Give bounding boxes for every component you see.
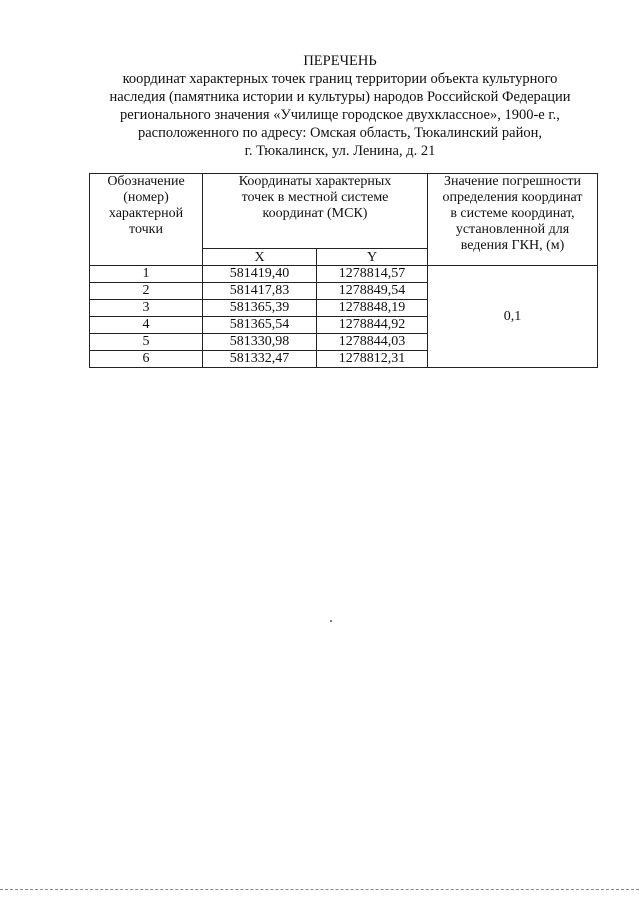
cell-point-number: 2 xyxy=(90,283,203,300)
cell-y: 1278812,31 xyxy=(317,351,428,368)
header-error-value: Значение погрешности определения координат в системе координат, установленной для ведения ГКН, (м) xyxy=(428,174,598,266)
cell-y: 1278844,03 xyxy=(317,334,428,351)
cell-x: 581365,39 xyxy=(203,300,317,317)
title-line: регионального значения «Училище городское двухклассное», 1900-е г., xyxy=(120,107,560,123)
header-y: Y xyxy=(317,249,428,266)
cell-x: 581330,98 xyxy=(203,334,317,351)
cell-y: 1278849,54 xyxy=(317,283,428,300)
cell-y: 1278848,19 xyxy=(317,300,428,317)
title-line: координат характерных точек границ территории объекта культурного xyxy=(122,71,558,87)
coordinates-table xyxy=(89,173,598,368)
document-title xyxy=(60,52,620,160)
table-row xyxy=(90,266,598,283)
title-line: расположенного по адресу: Омская область, Тюкалинский район, xyxy=(137,125,543,141)
cell-y: 1278844,92 xyxy=(317,317,428,334)
title-line: наследия (памятника истории и культуры) народов Российской Федерации xyxy=(109,89,571,105)
cell-point-number: 3 xyxy=(90,300,203,317)
cell-x: 581417,83 xyxy=(203,283,317,300)
scan-speck xyxy=(330,620,332,622)
title-line: г. Тюкалинск, ул. Ленина, д. 21 xyxy=(244,143,436,159)
cell-x: 581365,54 xyxy=(203,317,317,334)
header-coordinates: Координаты характерных точек в местной системе координат (МСК) xyxy=(203,174,428,249)
title-heading: ПЕРЕЧЕНЬ xyxy=(303,53,377,69)
cell-point-number: 5 xyxy=(90,334,203,351)
table-header-row xyxy=(90,174,598,249)
cell-point-number: 1 xyxy=(90,266,203,283)
cell-x: 581332,47 xyxy=(203,351,317,368)
scan-edge-line xyxy=(0,889,639,890)
cell-x: 581419,40 xyxy=(203,266,317,283)
cell-y: 1278814,57 xyxy=(317,266,428,283)
cell-error-value: 0,1 xyxy=(428,266,598,368)
header-point-number: Обозначение (номер) характерной точки xyxy=(90,174,203,266)
cell-point-number: 4 xyxy=(90,317,203,334)
cell-point-number: 6 xyxy=(90,351,203,368)
header-x: X xyxy=(203,249,317,266)
